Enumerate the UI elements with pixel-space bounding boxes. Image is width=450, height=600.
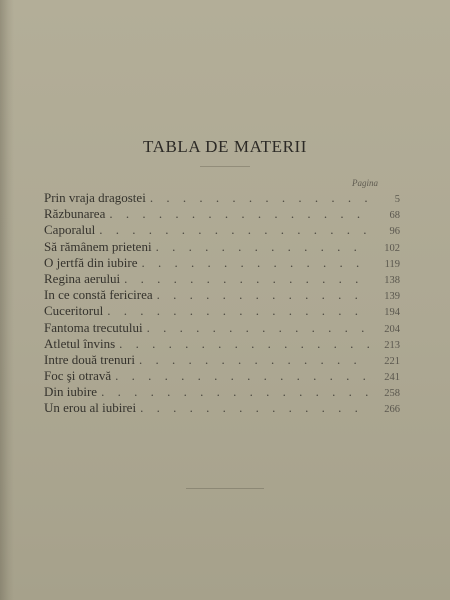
- toc-entry-page: 241: [384, 372, 400, 384]
- dot-leader: [115, 368, 370, 384]
- toc-entry-title: Fantoma trecutului: [44, 319, 143, 335]
- toc-entry: [44, 352, 400, 368]
- dot-leader: [119, 336, 370, 352]
- dot-leader: [124, 271, 370, 287]
- toc-entry-title: Cuceritorul: [44, 303, 104, 319]
- toc-entry-title: Intre două trenuri: [44, 351, 135, 367]
- toc-entry: [44, 255, 400, 271]
- toc-entry: [44, 368, 400, 384]
- toc-entry-title: Din iubire: [44, 384, 98, 400]
- dot-leader: [139, 352, 370, 368]
- dot-leader: [150, 190, 370, 206]
- toc-entry-title: Să rămânem prieteni: [44, 238, 152, 254]
- toc-entry-page: 96: [389, 226, 400, 238]
- dot-leader: [147, 320, 370, 336]
- toc-entry: [44, 206, 400, 222]
- toc-entry-title: Caporalul: [44, 222, 96, 238]
- dot-leader: [142, 255, 371, 271]
- toc-entry: [44, 384, 400, 400]
- toc-entry-page: 258: [384, 388, 400, 400]
- table-of-contents: [44, 190, 400, 417]
- gutter-shadow: [0, 0, 14, 600]
- toc-entry-page: 204: [384, 323, 400, 335]
- toc-entry: [44, 400, 400, 416]
- toc-entry-page: 139: [384, 291, 400, 303]
- title-divider: [200, 166, 250, 167]
- toc-entry: [44, 303, 400, 319]
- toc-entry-page: 102: [384, 242, 400, 254]
- toc-entry-title: Un erou al iubirei: [44, 400, 137, 416]
- dot-leader: [156, 239, 370, 255]
- dot-leader: [107, 303, 370, 319]
- page-column-header: Pagina: [352, 178, 378, 188]
- toc-entry-page: 194: [384, 307, 400, 319]
- toc-entry-title: O jertfă din iubire: [44, 254, 138, 270]
- toc-entry: [44, 222, 400, 238]
- page-title: TABLA DE MATERII: [142, 137, 308, 156]
- toc-entry: [44, 320, 400, 336]
- end-divider: [186, 488, 264, 489]
- dot-leader: [109, 206, 370, 222]
- dot-leader: [140, 400, 370, 416]
- dot-leader: [157, 287, 370, 303]
- toc-entry: [44, 239, 400, 255]
- toc-entry-title: Atletul învins: [44, 335, 116, 351]
- toc-entry-page: 68: [389, 210, 400, 222]
- toc-entry: [44, 190, 400, 206]
- toc-entry: [44, 287, 400, 303]
- toc-entry-title: Regina aerului: [44, 270, 121, 286]
- toc-entry-page: 119: [384, 258, 400, 270]
- toc-entry: [44, 336, 400, 352]
- dot-leader: [101, 384, 370, 400]
- toc-entry-page: 221: [384, 355, 400, 367]
- dot-leader: [99, 222, 370, 238]
- toc-entry-page: 266: [384, 404, 400, 416]
- toc-entry-page: 5: [394, 194, 400, 205]
- toc-entry-page: 213: [384, 339, 400, 351]
- toc-entry-title: Prin vraja dragostei: [44, 190, 146, 205]
- toc-entry-page: 138: [384, 274, 400, 286]
- toc-entry: [44, 271, 400, 287]
- toc-entry-title: In ce constă fericirea: [44, 287, 153, 303]
- toc-entry-title: Răzbunarea: [44, 206, 106, 222]
- toc-entry-title: Foc şi otravă: [44, 368, 112, 384]
